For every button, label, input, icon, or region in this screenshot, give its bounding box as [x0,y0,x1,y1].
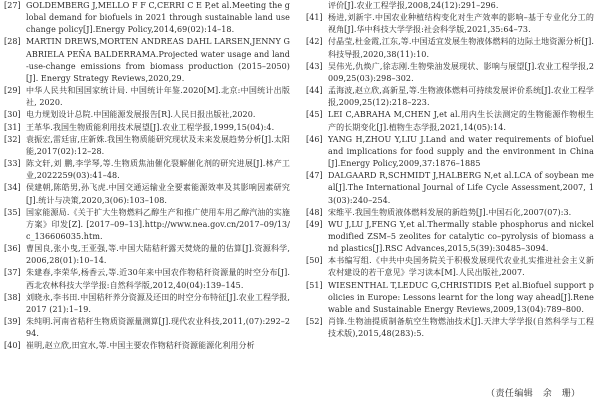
left-column [4,0,290,353]
reference-text: 杨进,刘新宇.中国农业种植结构变化对生产效率的影响–基于专业化分工的视角[J].华中科技大学学报:社会科学版,2021,35:64–73. [328,13,594,35]
reference-number: [40] [4,341,21,351]
reference-item [4,292,290,316]
reference-text: 崔明,赵立欣,田宜水,等.中国主要农作物秸秆资源能源化利用分析 [26,341,255,351]
reference-number: [33] [4,159,21,169]
reference-item [4,85,290,109]
reference-item [306,280,594,316]
reference-text: 宋维平.我国生物质液体燃料发展的新趋势[J].中国石化,2007(07):3. [328,207,572,217]
reference-text: 朱建春,李荣华,杨香云,等.近30年来中国农作物秸秆资源量的时空分布[J].西北农林科技大学学报:自然科学版,2012,40(04):139–145. [26,268,290,290]
reference-item [4,122,290,134]
reference-text: 本书编写组.《中共中央国务院关于积极发展现代农业扎实推进社会主义新农村建设的若干意见》学习读本[M].人民出版社,2007. [328,256,594,278]
reference-text: 刘晓永,李书田.中国秸秆养分资源及还田的时空分布特征[J].农业工程学报,2017 (21):1–19. [26,292,290,314]
reference-item [306,134,594,170]
reference-item [4,158,290,182]
reference-number: [46] [306,134,323,144]
reference-item [306,61,594,85]
reference-item-continued [306,0,594,12]
reference-number: [34] [4,183,21,193]
reference-text: 评价[J].农业工程学报,2008,24(12):291–296. [328,1,499,10]
reference-number: [35] [4,207,21,217]
reference-text: 吴伟光,仇焕广,徐志刚.生物柴油发展现状、影响与展望[J].农业工程学报,2009,25(03):298–302. [328,61,594,83]
reference-number: [30] [4,110,21,120]
reference-text: 袁振宏,雷廷宙,庄新姝.我国生物质能研究现状及未来发展趋势分析[J].太阳能,2017(02):12–28. [26,134,290,156]
reference-text: 肖锋.生物油提质制备航空生物燃油技术[J].天津大学学报(自然科学与工程技术版),2015,48(283):5. [328,317,594,339]
reference-number: [38] [4,292,21,302]
reference-number: [50] [306,256,323,266]
reference-text: WIESENTHAL T,LEDUC G,CHRISTIDIS P,et al.Biofuel support policies in Europe: Lessons learnt for the long way ahead[J].Renewable and Sustainable Energy Reviews,2009,13(04):789–800. [328,280,594,314]
reference-item [4,340,290,352]
reference-text: 曹国良,张小曳,王亚强,等.中国大陆秸秆露天焚烧的量的估算[J].资源科学,2006,28(01):10–14. [26,244,290,266]
reference-text: GOLDEMBERG J,MELLO F F C,CERRI C E P,et al.Meeting the global demand for biofuels in 2021 through sustainable land use change policy[J].Energy Policy,2014,69(02):14–18. [26,1,290,35]
reference-number: [37] [4,268,21,278]
reference-item [4,243,290,267]
reference-number: [47] [306,171,323,181]
reference-number: [51] [306,280,323,290]
reference-number: [42] [306,37,323,47]
reference-item [4,316,290,340]
reference-item [306,255,594,279]
reference-number: [52] [306,317,323,327]
reference-number: [43] [306,61,323,71]
reference-text: 陈文轩,刘 鹏,李学琴,等.生物质焦油催化裂解催化剂的研究进展[J].林产工业,2022259(03):41–48. [26,159,290,181]
reference-text: YANG H,ZHOU Y,LIU J.Land and water requirements of biofuel and implications for food supply and the environment in China[J].Energy Policy,2009,37:1876–1885 [328,134,594,169]
reference-text: 王革华.我国生物质能利用技术展望[J].农业工程学报,1999,15(04):4. [26,122,275,132]
reference-text: 电力规划设计总院.中国能源发展报告[R].人民日报出版社,2020. [26,110,256,120]
reference-item [306,109,594,133]
reference-number: [36] [4,244,21,254]
reference-text: 付晶莹,杜金霞,江东,等.中国适宜发展生物液体燃料的边际土地资源分析[J].科技导报,2020,38(11):10. [328,37,594,59]
reference-number: [44] [306,86,323,96]
reference-item [4,36,290,85]
reference-item [306,219,594,255]
reference-item [306,170,594,206]
reference-item [4,207,290,243]
reference-number: [29] [4,86,21,96]
reference-item [306,85,594,109]
reference-item [306,207,594,219]
reference-item [306,36,594,60]
right-column [306,0,594,340]
reference-number: [27] [4,1,21,10]
reference-number: [49] [306,219,323,229]
reference-item [306,316,594,340]
reference-text: WU J,LU J,FENG Y,et al.Thermally stable phosphorus and nickel modified ZSM–5 zeolites for catalytic co–pyrolysis of biomass and plastics[J].RSC Advances,2015,5(39):30485–3094. [328,219,594,254]
reference-text: 孟海波,赵立欣,高新星,等.生物液体燃料可持续发展评价系统[J].农业工程学报,2009,25(12):218–223. [328,86,594,108]
reference-text: 国家能源局.《关于扩大生物燃料乙醇生产和推广使用车用乙醇汽油的实施方案》印发[Z]. [2017–09–13].http://www.nea.gov.cn/2017–09/13/c_136606035.htm. [26,207,290,241]
reference-text: LEI C,ABRAHA M,CHEN J,et al.用内生长法测定的生物能源作物根生产的长期变化[J].植物生态学报,2021,14(05):14. [328,110,594,132]
reference-item [4,109,290,121]
reference-number: [32] [4,134,21,144]
reference-number: [28] [4,37,21,47]
reference-number: [31] [4,122,21,132]
reference-text: MARTIN DREWS,MORTEN ANDREAS DAHL LARSEN,JENNY GABRIELA PEÑA BALDERRAMA.Projected water usage and land-use-change emissions from biomass production (2015–2050)[J]. Energy Strategy Reviews,2020,29. [26,37,290,83]
reference-number: [41] [306,13,323,23]
reference-text: 侯建朝,陈皓男,孙飞虎.中国交通运输业全要素能源效率及其影响因素研究[J].统计与决策,2020,3(06):103–108. [26,183,290,205]
reference-item [306,12,594,36]
reference-number: [39] [4,317,21,327]
reference-text: 朱纯明.河南省秸秆生物质资源量测算[J].现代农业科技,2011,(07):292–294. [26,317,290,339]
reference-item [4,182,290,206]
reference-item [4,267,290,291]
reference-number: [45] [306,110,323,120]
reference-item [4,0,290,36]
reference-text: DALGAARD R,SCHMIDT J,HALBERG N,et al.LCA of soybean meal[J].The International Journal of Life Cycle Assessment,2007, 13(03):240–254. [328,171,594,205]
reference-item [4,134,290,158]
reference-number: [48] [306,207,323,217]
responsible-editor-line: （责任编辑 余 珊） [486,389,581,399]
reference-text: 中华人民共和国国家统计局. 中国统计年鉴.2020[M].北京:中国统计出版社, 2020. [26,86,290,108]
